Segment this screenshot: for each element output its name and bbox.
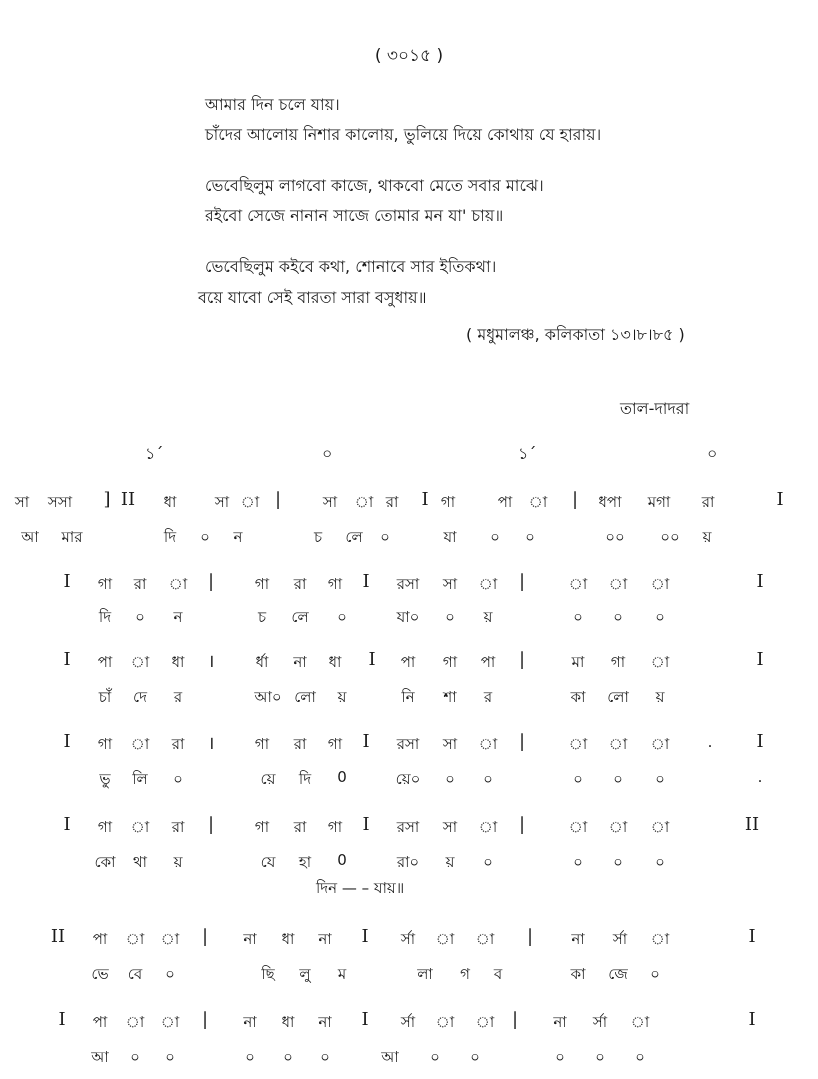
lyric-syllable: র <box>483 688 493 706</box>
lyric-syllable: কো <box>94 853 116 871</box>
swara-note: গা <box>254 575 270 593</box>
lyric-line: চাঁদের আলোয় নিশার কালোয়, ভুলিয়ে দিয়ে কোথায় যে হারায়। <box>205 125 602 144</box>
swara-note: া <box>160 930 180 948</box>
bar-line: । <box>207 651 215 672</box>
lyric-syllable: য় <box>337 688 347 706</box>
lyric-syllable: ০ <box>470 1048 480 1066</box>
bar-line: I <box>368 649 376 670</box>
swara-note: রসা <box>396 735 420 753</box>
lyric-syllable: য় <box>483 608 493 626</box>
song-number: ( ৩০১৫ ) <box>374 46 444 66</box>
bar-line: | <box>518 814 526 835</box>
lyric-syllable: চাঁ <box>98 688 112 706</box>
bar-line: | <box>518 731 526 752</box>
bar-line: | <box>571 489 579 510</box>
lyric-syllable: দি <box>298 770 312 788</box>
notation-lyric-row <box>0 686 818 708</box>
swara-note: ধা <box>163 493 177 511</box>
swara-note: া <box>568 818 588 836</box>
bar-line: ] <box>103 489 111 510</box>
swara-note: া <box>130 735 150 753</box>
bar-line: I <box>63 571 71 592</box>
swara-note: গা <box>97 735 113 753</box>
swara-note: না <box>243 930 257 948</box>
swara-note: গা <box>327 818 343 836</box>
notation-lyric-row <box>0 768 818 790</box>
bar-line: I <box>776 489 784 510</box>
lyric-syllable: য় <box>173 853 183 871</box>
lyric-syllable: ০ <box>613 608 623 626</box>
lyric-syllable: লা <box>417 965 433 983</box>
lyric-syllable: জে <box>608 965 628 983</box>
refrain-line: দিন — – যায়॥ <box>316 879 405 897</box>
swara-row <box>0 491 818 513</box>
swara-note: া <box>650 735 670 753</box>
lyric-syllable: ০ <box>595 1048 605 1066</box>
lyric-syllable: ০ <box>635 1048 645 1066</box>
swara-note: পা <box>97 653 113 671</box>
swara-note: া <box>125 930 145 948</box>
lyric-syllable: থা <box>132 853 148 871</box>
swara-note: া <box>130 818 150 836</box>
bar-line: I <box>58 1009 66 1030</box>
lyric-syllable: ০ <box>555 1048 565 1066</box>
bar-line: | <box>518 571 526 592</box>
lyric-syllable: বে <box>127 965 143 983</box>
bar-line: | <box>518 649 526 670</box>
swara-note: া <box>650 930 670 948</box>
lyric-syllable: 0 <box>337 768 347 786</box>
swara-note: সা <box>322 493 338 511</box>
swara-note: রা <box>293 818 307 836</box>
swara-note: রা <box>293 575 307 593</box>
swara-note: গা <box>610 653 626 671</box>
swara-note: র্সা <box>592 1013 608 1031</box>
beat-mark: ১´ <box>518 444 537 463</box>
lyric-syllable: শা <box>443 688 457 706</box>
notation-lyric-row <box>0 963 818 985</box>
lyric-syllable: লে <box>291 608 309 626</box>
lyric-syllable: ০ <box>445 770 455 788</box>
swara-note: া <box>478 818 498 836</box>
lyric-syllable: ০ <box>245 1048 255 1066</box>
bar-line: | <box>207 814 215 835</box>
lyric-syllable: মার <box>61 528 83 546</box>
swara-note: া <box>478 735 498 753</box>
lyric-syllable: ভু <box>99 770 111 788</box>
swara-note: গা <box>254 818 270 836</box>
lyric-line: রইবো সেজে নানান সাজে তোমার মন যা' চায়॥ <box>205 206 504 225</box>
swara-note: সা <box>442 818 458 836</box>
swara-note: ধা <box>171 653 185 671</box>
lyric-syllable: যে <box>260 853 276 871</box>
lyric-syllable: ন <box>173 608 183 626</box>
beat-mark: ০ <box>322 444 333 463</box>
lyric-syllable: ০ <box>613 853 623 871</box>
lyric-syllable: লু <box>299 965 311 983</box>
lyric-syllable: ০ <box>490 528 500 546</box>
lyric-syllable: ব <box>493 965 503 983</box>
swara-note: . <box>707 733 713 751</box>
lyric-syllable: ০ <box>283 1048 293 1066</box>
bar-line: I <box>362 731 370 752</box>
swara-note: সসা <box>47 493 73 511</box>
swara-note: রসা <box>396 818 420 836</box>
swara-note: না <box>318 1013 332 1031</box>
lyric-syllable: ০ <box>650 965 660 983</box>
lyric-syllable: লো <box>607 688 629 706</box>
lyric-syllable: লি <box>132 770 148 788</box>
swara-note: রা <box>385 493 399 511</box>
lyric-syllable: র <box>173 688 183 706</box>
lyric-syllable: 0 <box>337 851 347 869</box>
swara-note: না <box>571 930 585 948</box>
swara-note: গা <box>442 653 458 671</box>
bar-line: I <box>63 814 71 835</box>
lyric-syllable: রা০ <box>396 853 420 871</box>
swara-note: গা <box>327 735 343 753</box>
lyric-syllable: দি <box>163 528 177 546</box>
lyric-syllable: য় <box>445 853 455 871</box>
swara-note: পা <box>497 493 513 511</box>
lyric-syllable: দে <box>133 688 147 706</box>
swara-note: র্ধা <box>255 653 269 671</box>
swara-note: না <box>318 930 332 948</box>
swara-note: া <box>650 818 670 836</box>
lyric-syllable: য়ে <box>260 770 276 788</box>
bar-line: | <box>274 489 282 510</box>
lyric-syllable: ছি <box>261 965 275 983</box>
swara-note: ধা <box>281 930 295 948</box>
swara-note: মগা <box>647 493 671 511</box>
swara-note: র্সা <box>400 1013 416 1031</box>
swara-note: া <box>608 735 628 753</box>
notation-lyric-row <box>0 526 818 548</box>
swara-note: পা <box>480 653 496 671</box>
swara-row <box>0 573 818 595</box>
lyric-syllable: ভে <box>91 965 109 983</box>
lyric-syllable: ০ <box>430 1048 440 1066</box>
swara-note: না <box>293 653 307 671</box>
lyric-syllable: ০ <box>320 1048 330 1066</box>
swara-note: া <box>475 930 495 948</box>
bar-line: I <box>63 731 71 752</box>
swara-note: া <box>130 653 150 671</box>
lyric-line: ভেবেছিলুম কইবে কথা, শোনাবে সার ইতিকথা। <box>205 257 497 276</box>
lyric-syllable: ০ <box>200 528 210 546</box>
swara-row <box>0 651 818 673</box>
lyric-syllable: ম <box>337 965 347 983</box>
lyric-syllable: ০০ <box>605 528 625 546</box>
swara-note: পা <box>92 1013 108 1031</box>
swara-note: া <box>435 1013 455 1031</box>
lyric-syllable: ০ <box>573 853 583 871</box>
swara-note: গা <box>440 493 456 511</box>
bar-line: II <box>744 814 760 835</box>
swara-note: না <box>243 1013 257 1031</box>
lyric-syllable: আ০ <box>254 688 282 706</box>
bar-line: II <box>50 926 66 947</box>
swara-note: া <box>160 1013 180 1031</box>
swara-note: না <box>553 1013 567 1031</box>
notation-lyric-row <box>0 851 818 873</box>
bar-line: | <box>207 571 215 592</box>
lyric-syllable: ০ <box>573 608 583 626</box>
swara-row <box>0 1011 818 1033</box>
swara-note: সা <box>14 493 30 511</box>
swara-note: া <box>125 1013 145 1031</box>
lyric-syllable: ন <box>233 528 243 546</box>
swara-note: া <box>608 818 628 836</box>
swara-note: া <box>475 1013 495 1031</box>
swara-note: া <box>650 653 670 671</box>
lyric-syllable: আ <box>91 1048 109 1066</box>
bar-line: I <box>748 926 756 947</box>
swara-note: া <box>568 575 588 593</box>
beat-mark: ১´ <box>145 444 164 463</box>
bar-line: I <box>748 1009 756 1030</box>
lyric-syllable: ০ <box>573 770 583 788</box>
lyric-syllable: কা <box>570 688 586 706</box>
swara-note: া <box>435 930 455 948</box>
swara-row <box>0 733 818 755</box>
swara-note: মা <box>571 653 585 671</box>
lyric-syllable: চ <box>257 608 267 626</box>
lyric-syllable: লে <box>345 528 363 546</box>
bar-line: I <box>361 926 369 947</box>
bar-line: I <box>361 1009 369 1030</box>
lyric-syllable: . <box>757 768 763 786</box>
swara-note: ধা <box>281 1013 295 1031</box>
lyric-syllable: ০ <box>655 608 665 626</box>
bar-line: I <box>63 649 71 670</box>
swara-note: গা <box>97 818 113 836</box>
beat-mark: ০ <box>707 444 718 463</box>
swara-note: ধপা <box>598 493 622 511</box>
bar-line: I <box>362 571 370 592</box>
swara-note: া <box>354 493 374 511</box>
swara-note: রা <box>701 493 715 511</box>
swara-note: া <box>568 735 588 753</box>
swara-note: া <box>528 493 548 511</box>
bar-line: | <box>201 926 209 947</box>
swara-note: র্সা <box>400 930 416 948</box>
lyric-syllable: নি <box>401 688 415 706</box>
bar-line: I <box>421 489 429 510</box>
swara-note: া <box>168 575 188 593</box>
swara-note: ধা <box>328 653 342 671</box>
lyric-syllable: ০ <box>525 528 535 546</box>
notation-lyric-row <box>0 606 818 628</box>
composition-credit: ( মধুমালঞ্চ, কলিকাতা ১৩।৮।৮৫ ) <box>466 325 685 344</box>
swara-note: পা <box>400 653 416 671</box>
swara-note: সা <box>214 493 230 511</box>
bar-line: । <box>207 733 215 754</box>
bar-line: I <box>756 649 764 670</box>
lyric-syllable: লো <box>294 688 316 706</box>
bar-line: | <box>511 1009 519 1030</box>
lyric-line: আমার দিন চলে যায়। <box>205 95 340 114</box>
lyric-syllable: ০০ <box>660 528 680 546</box>
bar-line: | <box>526 926 534 947</box>
lyric-syllable: য় <box>655 688 665 706</box>
lyric-syllable: ০ <box>165 965 175 983</box>
bar-line: I <box>756 571 764 592</box>
lyric-syllable: গ <box>460 965 470 983</box>
bar-line: I <box>756 731 764 752</box>
lyric-syllable: ০ <box>380 528 390 546</box>
lyric-syllable: ০ <box>445 608 455 626</box>
swara-note: রা <box>171 818 185 836</box>
swara-row <box>0 816 818 838</box>
lyric-syllable: হা <box>298 853 312 871</box>
swara-note: রা <box>133 575 147 593</box>
lyric-syllable: ০ <box>483 770 493 788</box>
lyric-syllable: আ <box>381 1048 399 1066</box>
swara-row <box>0 928 818 950</box>
swara-note: া <box>650 575 670 593</box>
swara-note: সা <box>442 575 458 593</box>
swara-note: গা <box>97 575 113 593</box>
lyric-syllable: যা <box>443 528 457 546</box>
swara-note: রসা <box>396 575 420 593</box>
lyric-line: ভেবেছিলুম লাগবো কাজে, থাকবো মেতে সবার মাঝে। <box>205 176 544 195</box>
lyric-syllable: ০ <box>613 770 623 788</box>
swara-note: া <box>240 493 260 511</box>
lyric-syllable: ০ <box>130 1048 140 1066</box>
bar-line: I <box>362 814 370 835</box>
lyric-syllable: ০ <box>655 853 665 871</box>
lyric-syllable: ০ <box>173 770 183 788</box>
swara-note: া <box>478 575 498 593</box>
lyric-syllable: ০ <box>135 608 145 626</box>
swara-note: পা <box>92 930 108 948</box>
swara-note: া <box>630 1013 650 1031</box>
swara-note: গা <box>327 575 343 593</box>
swara-note: র্সা <box>612 930 628 948</box>
lyric-syllable: আ <box>21 528 39 546</box>
lyric-syllable: ০ <box>337 608 347 626</box>
bar-line: | <box>201 1009 209 1030</box>
swara-note: া <box>608 575 628 593</box>
lyric-syllable: যা০ <box>396 608 420 626</box>
notation-lyric-row <box>0 1046 818 1068</box>
lyric-syllable: কা <box>570 965 586 983</box>
lyric-syllable: য় <box>702 528 712 546</box>
swara-note: সা <box>442 735 458 753</box>
bar-line: II <box>120 489 136 510</box>
lyric-syllable: য়ে০ <box>395 770 421 788</box>
lyric-syllable: ০ <box>165 1048 175 1066</box>
lyric-syllable: চ <box>313 528 323 546</box>
tala-label: তাল-দাদরা <box>620 399 690 418</box>
lyric-syllable: ০ <box>483 853 493 871</box>
lyric-line: বয়ে যাবো সেই বারতা সারা বসুধায়॥ <box>198 288 427 307</box>
swara-note: গা <box>254 735 270 753</box>
lyric-syllable: দি <box>98 608 112 626</box>
swara-note: রা <box>293 735 307 753</box>
lyric-syllable: ০ <box>655 770 665 788</box>
swara-note: রা <box>171 735 185 753</box>
